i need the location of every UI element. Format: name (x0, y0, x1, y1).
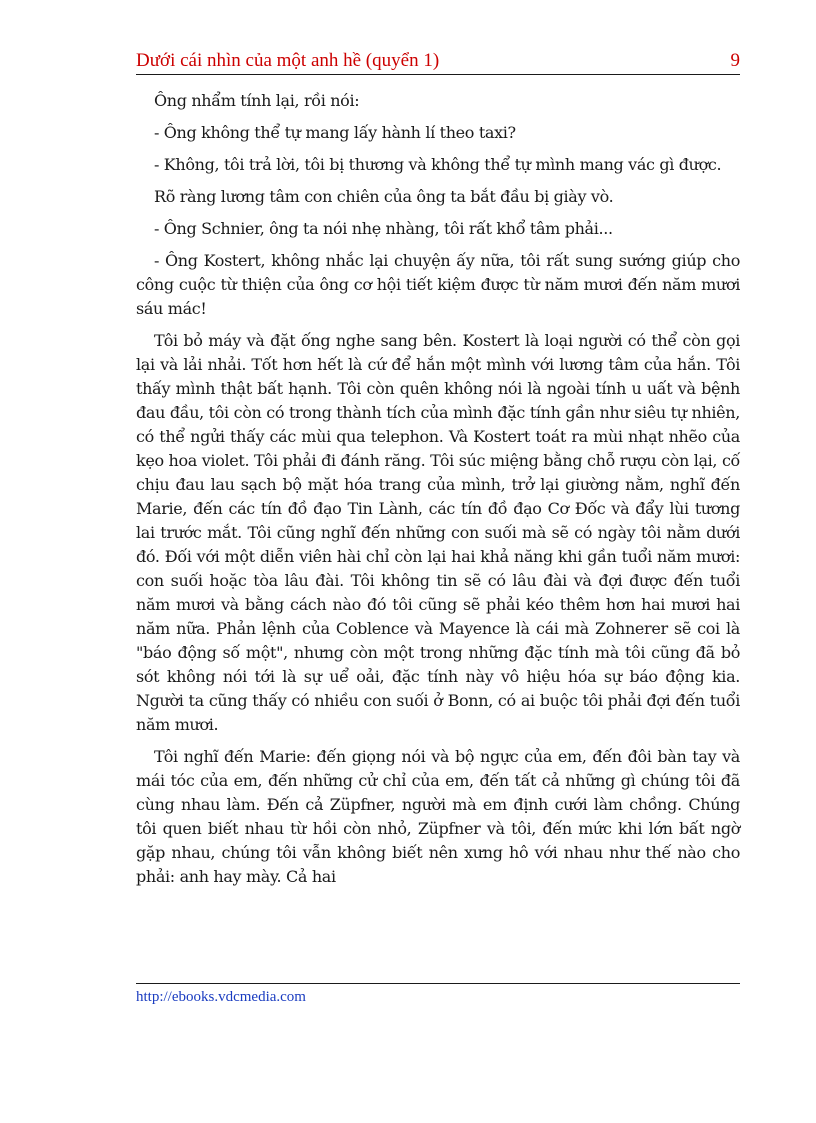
book-title: Dưới cái nhìn của một anh hề (quyển 1) (136, 50, 440, 71)
paragraph: Rõ ràng lương tâm con chiên của ông ta bắt đầu bị giày vò. (154, 187, 614, 206)
paragraph: - Ông Schnier, ông ta nói nhẹ nhàng, tôi rất khổ tâm phải... (154, 219, 613, 238)
paragraph: Ông nhẩm tính lại, rồi nói: (154, 91, 360, 110)
document-page (136, 0, 740, 1123)
footer-link[interactable]: http://ebooks.vdcmedia.com (136, 989, 306, 1005)
paragraph: Tôi bỏ máy và đặt ống nghe sang bên. Kostert là loại người có thể còn gọi lại và lải nhải. Tốt hơn hết là cứ để hắn một mình với lương tâm của hắn. Tôi thấy mình thật bất hạnh. Tôi còn quên không nói là ngoài tính u uất và bệnh đau đầu, tôi còn có trong thành tích của mình đặc tính gần như siêu tự nhiên, có thể ngửi thấy các mùi qua telephon. Và Kostert toát ra mùi nhạt nhẽo của kẹo hoa violet. Tôi phải đi đánh răng. Tôi súc miệng bằng chỗ rượu còn lại, cố chịu đau lau sạch bộ mặt hóa trang của mình, trở lại giường nằm, nghĩ đến Marie, đến các tín đồ đạo Tin Lành, các tín đồ đạo Cơ Đốc và đẩy lùi tương lai trước mắt. Tôi cũng nghĩ đến những con suối mà sẽ có ngày tôi nằm dưới đó. Đối với một diễn viên hài chỉ còn lại hai khả năng khi gần tuổi năm mươi: con suối hoặc tòa lâu đài. Tôi không tin sẽ có lâu đài và đợi được đến tuổi năm mươi và bằng cách nào đó tôi cũng sẽ phải kéo thêm hơn hai mươi hai năm nữa. Phản lệnh của Coblence và Mayence là cái mà Zohnerer sẽ coi là "báo động số một", nhưng còn một trong những đặc tính mà tôi cũng đã bỏ sót không nói tới là sự uể oải, đặc tính này vô hiệu hóa sự báo động kia. Người ta cũng thấy có nhiều con suối ở Bonn, có ai buộc tôi phải đợi đến tuổi năm mươi. (136, 331, 740, 734)
body-text (136, 89, 740, 897)
paragraph: - Ông không thể tự mang lấy hành lí theo taxi? (154, 123, 516, 142)
page-header (136, 48, 740, 75)
paragraph: Tôi nghĩ đến Marie: đến giọng nói và bộ ngực của em, đến đôi bàn tay và mái tóc của em, đến những cử chỉ của em, đến tất cả những gì chúng tôi đã cùng nhau làm. Đến cả Züpfner, người mà em định cưới làm chồng. Chúng tôi quen biết nhau từ hồi còn nhỏ, Züpfner và tôi, đến mức khi lớn bất ngờ gặp nhau, chúng tôi vẫn không biết nên xưng hô với nhau như thế nào cho phải: anh hay mày. Cả hai (136, 747, 740, 886)
page-number: 9 (730, 50, 740, 71)
paragraph: - Không, tôi trả lời, tôi bị thương và không thể tự mình mang vác gì được. (154, 155, 722, 174)
paragraph: - Ông Kostert, không nhắc lại chuyện ấy nữa, tôi rất sung sướng giúp cho công cuộc từ thiện của ông cơ hội tiết kiệm được từ năm mươi đến năm mươi sáu mác! (136, 251, 740, 318)
footer-divider (136, 983, 740, 984)
